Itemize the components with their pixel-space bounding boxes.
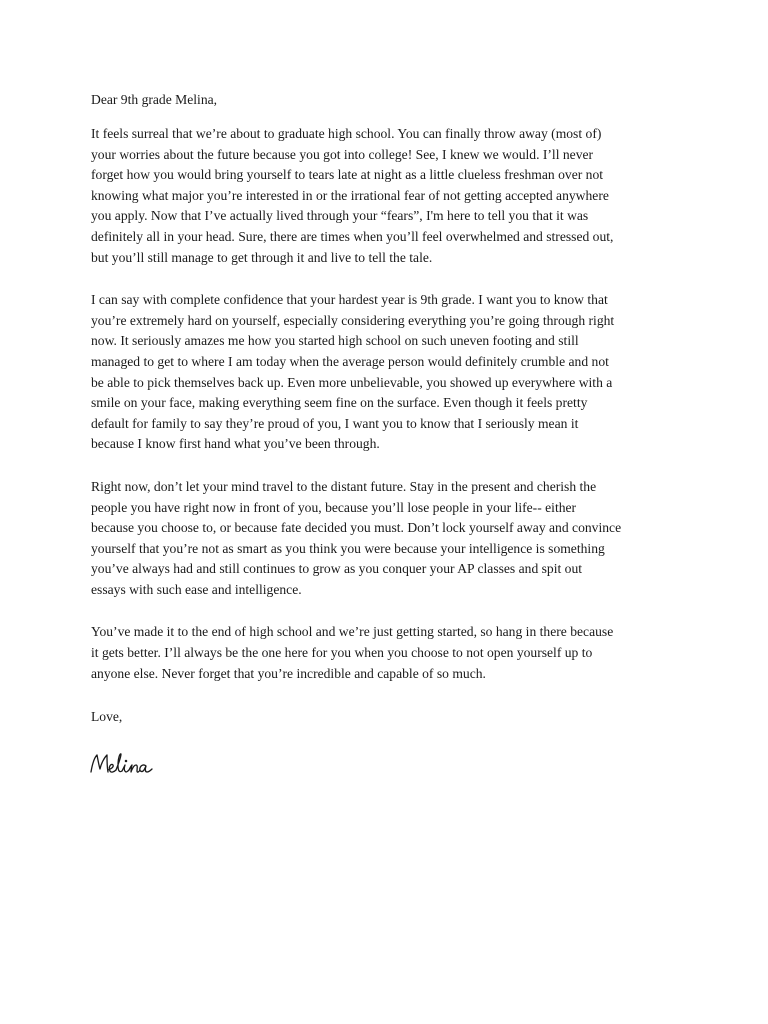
closing: Love, [91, 709, 123, 725]
paragraph-line: yourself that you’re not as smart as you think you were because your intelligence is something [91, 540, 605, 556]
paragraph-1 [91, 124, 681, 268]
paragraph-line: smile on your face, making everything seem fine on the surface. Even though it feels pretty [91, 395, 588, 411]
paragraph-line: essays with such ease and intelligence. [91, 581, 302, 597]
paragraph-line: anyone else. Never forget that you’re incredible and capable of so much. [91, 665, 486, 681]
paragraph-line: managed to get to where I am today when the average person would definitely crumble and not [91, 353, 609, 369]
paragraph-line: You’ve made it to the end of high school and we’re just getting started, so hang in there because [91, 624, 614, 640]
paragraph-line: definitely all in your head. Sure, there are times when you’ll feel overwhelmed and stressed out, [91, 228, 614, 244]
paragraph-line: but you’ll still manage to get through it and live to tell the tale. [91, 249, 433, 265]
salutation: Dear 9th grade Melina, [91, 92, 218, 107]
paragraph-line: I can say with complete confidence that your hardest year is 9th grade. I want you to know that [91, 292, 608, 308]
paragraph-line: because I know first hand what you’ve been through. [91, 436, 380, 452]
paragraph-line: be able to pick themselves back up. Even more unbelievable, you showed up everywhere with a [91, 374, 613, 390]
paragraph-2 [91, 290, 681, 455]
handwritten-signature [89, 748, 169, 782]
paragraph-line: your worries about the future because you got into college! See, I knew we would. I’ll never [91, 146, 594, 162]
paragraph-line: now. It seriously amazes me how you started high school on such uneven footing and still [91, 333, 579, 349]
paragraph-line: you’ve always had and still continues to grow as you conquer your AP classes and spit out [91, 561, 583, 577]
paragraph-line: forget how you would bring yourself to tears late at night as a little clueless freshman over not [91, 167, 604, 183]
paragraph-line: people you have right now in front of you, because you’ll lose people in your life-- either [91, 499, 577, 515]
paragraph-line: it gets better. I’ll always be the one here for you when you choose to not open yourself up to [91, 645, 593, 661]
paragraph-line: you’re extremely hard on yourself, especially considering everything you’re going through right [91, 312, 615, 328]
paragraph-line: you apply. Now that I’ve actually lived through your “fears”, I'm here to tell you that it was [91, 208, 589, 224]
paragraph-line: Right now, don’t let your mind travel to the distant future. Stay in the present and cherish the [91, 478, 597, 494]
paragraph-line: default for family to say they’re proud of you, I want you to know that I seriously mean it [91, 415, 579, 431]
paragraph-line: because you choose to, or because fate decided you must. Don’t lock yourself away and convince [91, 520, 622, 536]
paragraph-line: It feels surreal that we’re about to graduate high school. You can finally throw away (most of) [91, 126, 602, 141]
paragraph-line: knowing what major you’re interested in or the irrational fear of not getting accepted anywhere [91, 187, 609, 203]
letter-body [91, 89, 681, 727]
paragraph-4 [91, 622, 681, 684]
paragraph-3 [91, 477, 681, 601]
